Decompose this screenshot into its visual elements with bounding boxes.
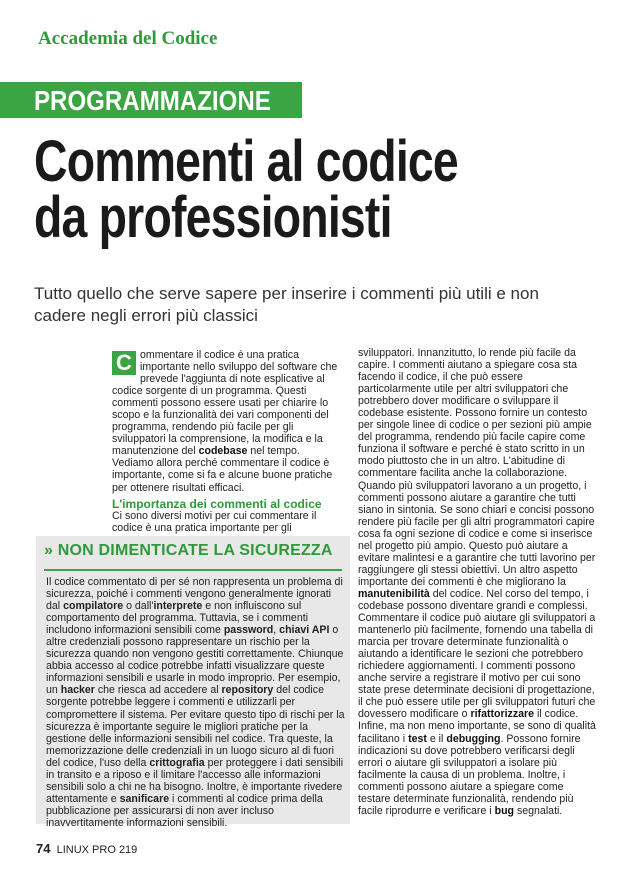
intro-text: ommentare il codice è una pratica importante nello sviluppo del software che prevede l'aggiunta di note esplicative al codice sorgente di un programma. Questi commenti possono essere usati per chiarire lo scopo e la funzionalità dei vari componenti del programma, rendendo più facile per gli sviluppatori la comprensione, la modifica e la manutenzione del	[112, 349, 338, 458]
paragraph-2: Ci sono diversi motivi per cui commentare il codice è una pratica importante per gli	[112, 509, 317, 534]
section-heading: L'importanza dei commenti al codice	[112, 496, 322, 511]
section-band-label: PROGRAMMAZIONE	[34, 85, 271, 116]
intro-bold: codebase	[198, 445, 248, 458]
title-line-1: Commenti al codice	[34, 129, 458, 194]
sidebar-rule	[44, 569, 342, 571]
article-title	[34, 129, 514, 250]
column-2	[358, 347, 598, 817]
article-subtitle: Tutto quello che serve sapere per inserire i commenti più utili e non cadere negli errori più classici	[34, 284, 539, 325]
sidebar-text: Il codice commentato di per sé non rappresenta un problema di sicurezza, poiché i commenti vengono generalmente ignorati dal compilatore o dall'interprete e non influiscono sul comportamento del programma. Tuttavia, se i commenti includono informazioni sensibili come password, chiavi API o altre credenziali possono rappresentare un rischio per la sicurezza quando non vengono gestiti correttamente. Chiunque abbia accesso al codice potrebbe infatti visualizzare queste informazioni sensibili e usarle in modo improprio. Per esempio, un hacker che riesca ad accedere al repository del codice sorgente potrebbe leggere i commenti e utilizzarli per compromettere il sistema. Per evitare questo tipo di rischi per la sicurezza è importante seguire le migliori pratiche per la gestione delle informazioni sensibili nel codice. Tra queste, la memorizzazione delle credenziali in un luogo sicuro al di fuori del codice, l'uso della crittografia per proteggere i dati sensibili in transito e a riposo e il limitare l'accesso alle informazioni sensibili solo a chi ne ha bisogno. Inoltre, è importante rivedere attentamente e sanificare i commenti al codice prima della pubblicazione per assicurarsi di non aver incluso inavvertitamente informazioni sensibili.	[46, 576, 345, 829]
column-2-text: sviluppatori. Innanzitutto, lo rende più facile da capire. I commenti aiutano a spiegare cosa sta facendo il codice, il che può essere particolarmente utile per altri sviluppatori che potrebbero dover modificare o sviluppare il codebase esistente. Possono fornire un contesto per singole linee di codice o per sezioni più ampie del programma, rendendo più facile capire come funziona il software e perché è stato scritto in un modo piuttosto che in un altro. L'abitudine di commentare facilita anche la collaborazione. Quando più sviluppatori lavorano a un progetto, i commenti possono aiutare a garantire che tutti siano in sintonia. Se sono chiari e concisi possono rendere più facile per gli altri programmatori capire cosa fa ogni sezione di codice e come si inserisce nel progetto più ampio. Questo può aiutare a evitare malintesi e a garantire che tutti lavorino per raggiungere gli stessi obiettivi. Un altro aspetto importante dei commenti è che migliorano la manutenibilità del codice. Nel corso del tempo, i codebase possono diventare grandi e complessi. Commentare il codice può aiutare gli sviluppatori a mantenerlo più facilmente, fornendo una tabella di marcia per trovare determinate funzionalità o aiutando a identificare le sezioni che potrebbero richiedere aggiornamenti. I commenti possono anche servire a registrare il motivo per cui sono state prese determinate decisioni di progettazione, il che può essere utile per gli sviluppatori futuri che dovessero modificare o rifattorizzare il codice. Infine, ma non meno importante, se sono di qualità facilitano i test e il debugging. Possono fornire indicazioni su dove potrebbero verificarsi degli errori o aiutare gli sviluppatori a isolare più facilmente la causa di un problema. Inoltre, i commenti possono aiutare a spiegare come testare determinate funzionalità, rendendo più facile riprodurre e verificare i bug segnalati.	[358, 347, 596, 817]
page-number: 74	[36, 841, 51, 856]
section-label: Accademia del Codice	[38, 28, 218, 49]
magazine-name: LINUX PRO 219	[56, 844, 138, 856]
drop-cap: C	[112, 351, 136, 375]
sidebar-box	[36, 536, 350, 829]
title-line-2: da professionisti	[34, 185, 392, 250]
intro-paragraph	[112, 349, 342, 494]
column-1	[112, 349, 342, 534]
sidebar-heading: » NON DIMENTICATE LA SICUREZZA	[44, 542, 333, 559]
page-footer	[36, 841, 137, 856]
intro-text-end: nel tempo. Vediamo allora perché commentare il codice è importante, come si fa e alcune buone pratiche per ottenere risultati efficaci.	[112, 445, 333, 494]
section-band	[0, 82, 302, 118]
